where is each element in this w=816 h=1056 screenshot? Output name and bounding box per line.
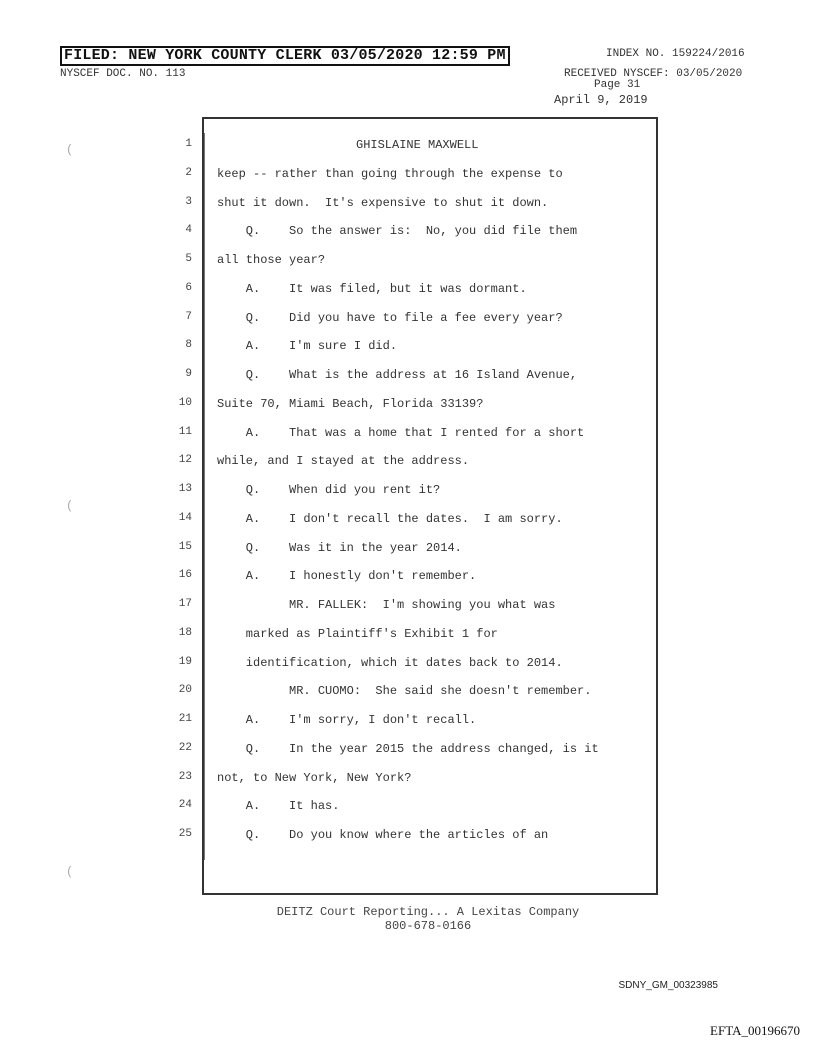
transcript-line: all those year?: [217, 253, 326, 267]
line-number: 16: [178, 569, 192, 582]
transcript-date: April 9, 2019: [554, 93, 648, 107]
witness-heading: GHISLAINE MAXWELL: [356, 138, 479, 152]
transcript-line: Q. Do you know where the articles of an: [217, 828, 549, 842]
received-date: RECEIVED NYSCEF: 03/05/2020: [564, 68, 743, 80]
transcript-line: marked as Plaintiff's Exhibit 1 for: [217, 626, 498, 641]
reporting-company: DEITZ Court Reporting... A Lexitas Company: [276, 905, 580, 919]
bates-number: SDNY_GM_00323985: [618, 980, 718, 991]
transcript-line: Q. Did you have to file a fee every year?: [217, 310, 563, 325]
line-number: 4: [185, 224, 192, 237]
line-number: 19: [178, 655, 192, 668]
margin-mark: (: [66, 143, 74, 157]
line-number: 12: [178, 454, 192, 467]
transcript-line: Q. Was it in the year 2014.: [217, 540, 462, 555]
transcript-line: A. I'm sure I did.: [217, 339, 398, 354]
line-number: 18: [178, 626, 192, 639]
line-number: 6: [185, 281, 192, 294]
line-number: 15: [178, 540, 192, 553]
line-number: 21: [178, 713, 192, 725]
line-number: 3: [185, 195, 192, 208]
line-number: 8: [185, 339, 192, 352]
transcript-line: shut it down. It's expensive to shut it down.: [217, 195, 549, 210]
transcript-line: MR. FALLEK: I'm showing you what was: [217, 598, 556, 612]
line-number: 13: [178, 483, 192, 495]
line-number: 25: [178, 828, 192, 840]
transcript-line: MR. CUOMO: She said she doesn't remember.: [217, 684, 592, 699]
transcript-line: A. I'm sorry, I don't recall.: [217, 713, 477, 727]
transcript-line: A. That was a home that I rented for a short: [217, 425, 585, 440]
line-number: 22: [178, 741, 192, 754]
transcript-line: not, to New York, New York?: [217, 770, 412, 785]
nyscef-doc-number: NYSCEF DOC. NO. 113: [60, 68, 186, 80]
line-number-rule: [204, 133, 205, 860]
efta-number: EFTA_00196670: [710, 1023, 800, 1038]
transcript-line: A. It has.: [217, 799, 340, 814]
transcript-line: Q. In the year 2015 the address changed, is it: [217, 741, 599, 756]
transcript-line: Q. When did you rent it?: [217, 483, 441, 497]
transcript-line: Q. So the answer is: No, you did file them: [217, 224, 578, 239]
line-number: 9: [185, 368, 192, 380]
index-number: INDEX NO. 159224/2016: [606, 48, 745, 60]
reporting-phone: 800-678-0166: [384, 919, 472, 933]
line-number: 20: [178, 684, 192, 697]
transcript-line: while, and I stayed at the address.: [217, 454, 470, 469]
transcript-line: identification, which it dates back to 2014.: [217, 655, 563, 670]
transcript-line: A. I honestly don't remember.: [217, 569, 477, 584]
line-number: 17: [178, 598, 192, 610]
line-number: 23: [178, 770, 192, 783]
line-number: 14: [178, 511, 192, 524]
page-label: Page 31: [594, 79, 641, 91]
transcript-line: A. I don't recall the dates. I am sorry.: [217, 511, 563, 526]
line-number: 7: [185, 310, 192, 323]
line-number: 1: [185, 138, 192, 150]
transcript-line: A. It was filed, but it was dormant.: [217, 281, 527, 296]
line-number: 24: [178, 799, 192, 812]
line-number: 11: [178, 425, 192, 438]
filed-stamp: FILED: NEW YORK COUNTY CLERK 03/05/2020 12:59 PM: [60, 46, 510, 66]
transcript-line: Suite 70, Miami Beach, Florida 33139?: [217, 396, 484, 411]
transcript-line: keep -- rather than going through the expense to: [217, 166, 563, 181]
line-number: 10: [178, 396, 192, 409]
margin-mark: (: [66, 499, 74, 513]
transcript-line: Q. What is the address at 16 Island Avenue,: [217, 368, 578, 382]
margin-mark: (: [66, 865, 74, 879]
line-number: 2: [185, 166, 192, 179]
line-number: 5: [185, 253, 192, 265]
